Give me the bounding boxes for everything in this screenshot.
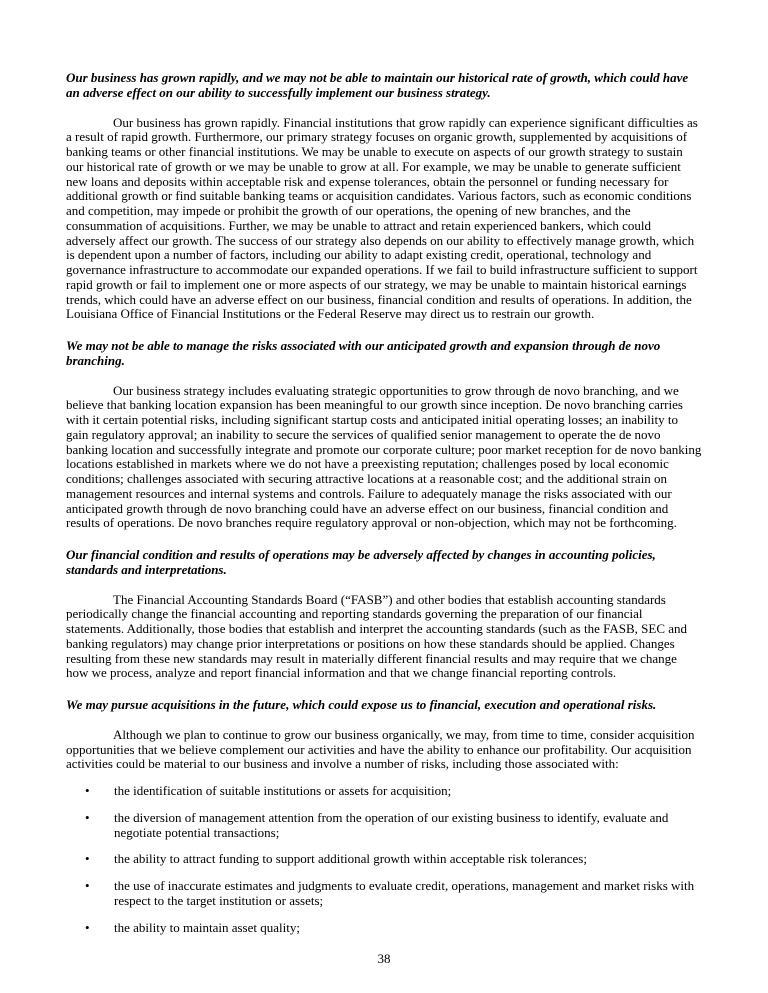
risk-section-growth-rate	[66, 71, 702, 322]
list-item	[66, 879, 702, 909]
risk-paragraph-de-novo-branching: Our business strategy includes evaluating strategic opportunities to grow through de novo branching, and we believe that banking location expansion has been meaningful to our growth since inception. De novo branching carries with it certain potential risks, including significant startup costs and anticipated initial operating losses; an inability to gain regulatory approval; an inability to secure the services of qualified senior management to operate the de novo banking location and successfully integrate and promote our corporate culture; poor market reception for de novo banking locations established in markets where we do not have a preexisting reputation; challenges posed by local economic conditions; challenges associated with securing attractive locations at a reasonable cost; and the additional strain on management resources and internal systems and controls. Failure to adequately manage the risks associated with our anticipated growth through de novo branching could have an adverse effect on our business, financial condition and results of operations. De novo branches require regulatory approval or non-objection, which may not be forthcoming.	[66, 382, 702, 531]
risk-heading-acquisitions: We may pursue acquisitions in the future, which could expose us to financial, execution and operational risks.	[66, 697, 657, 712]
list-item	[66, 921, 702, 936]
list-item	[66, 811, 702, 841]
page-number: 38	[377, 951, 391, 967]
bullet-text-identification: the identification of suitable institutions or assets for acquisition;	[114, 783, 452, 798]
bullet-text-asset-quality: the ability to maintain asset quality;	[114, 919, 300, 935]
bullet-icon: •	[85, 851, 90, 867]
risk-heading-de-novo-branching: We may not be able to manage the risks associated with our anticipated growth and expansion through de novo branching.	[66, 338, 661, 368]
bullet-icon: •	[85, 783, 90, 798]
risk-heading-growth-rate: Our business has grown rapidly, and we may not be able to maintain our historical rate of growth, which could have an adverse effect on our ability to successfully implement our business strategy.	[66, 70, 689, 100]
bullet-text-funding: the ability to attract funding to support additional growth within acceptable risk tolerances;	[114, 851, 587, 867]
bullet-icon: •	[85, 919, 90, 935]
list-item	[66, 784, 702, 799]
risk-section-accounting-policies	[66, 548, 702, 681]
risk-paragraph-acquisitions: Although we plan to continue to grow our business organically, we may, from time to time, consider acquisition opportunities that we believe complement our activities and have the ability to enhance our profitability. Our acquisition activities could be material to our business and involve a number of risks, including those associated with:	[66, 726, 695, 772]
risk-section-acquisitions	[66, 698, 702, 772]
bullet-icon: •	[85, 878, 90, 893]
list-item	[66, 852, 702, 867]
risk-section-de-novo-branching	[66, 339, 702, 531]
acquisition-risks-bullet-list	[66, 784, 702, 935]
bullet-text-diversion: the diversion of management attention from the operation of our existing business to identify, evaluate and negotiate potential transactions;	[114, 809, 669, 840]
risk-paragraph-accounting-policies: The Financial Accounting Standards Board (“FASB”) and other bodies that establish accounting standards periodically change the financial accounting and reporting standards governing the preparation of our financial statements. Additionally, those bodies that establish and interpret the accounting standards (such as the FASB, SEC and banking regulators) may change prior interpretations or positions on how these standards should be applied. Changes resulting from these new standards may result in materially different financial results and may require that we change how we process, analyze and report financial information and that we change financial reporting controls.	[66, 591, 688, 681]
risk-paragraph-growth-rate: Our business has grown rapidly. Financial institutions that grow rapidly can experience significant difficulties as a result of rapid growth. Furthermore, our primary strategy focuses on organic growth, supplemented by acquisitions of banking teams or other financial institutions. We may be unable to execute on aspects of our growth strategy to sustain our historical rate of growth or we may be unable to grow at all. For example, we may be unable to generate sufficient new loans and deposits within acceptable risk and expense tolerances, obtain the personnel or funding necessary for additional growth or find suitable banking teams or acquisition candidates. Various factors, such as economic conditions and competition, may impede or prohibit the growth of our operations, the opening of new branches, and the consummation of acquisitions. Further, we may be unable to attract and retain experienced bankers, which could adversely affect our growth. The success of our strategy also depends on our ability to effectively manage growth, which is dependent upon a number of factors, including our ability to adapt existing credit, operational, technology and governance infrastructure to accommodate our expanded operations. If we fail to build infrastructure sufficient to support rapid growth or fail to implement one or more aspects of our strategy, we may be unable to maintain historical earnings trends, which could have an adverse effect on our business, financial condition and results of operations. In addition, the Louisiana Office of Financial Institutions or the Federal Reserve may direct us to restrain our growth.	[66, 114, 698, 322]
risk-heading-accounting-policies: Our financial condition and results of operations may be adversely affected by changes in accounting policies, standards and interpretations.	[66, 547, 656, 577]
bullet-text-estimates: the use of inaccurate estimates and judgments to evaluate credit, operations, management and market risks with respect to the target institution or assets;	[114, 878, 695, 908]
page-footer	[0, 952, 768, 967]
bullet-icon: •	[85, 809, 90, 825]
